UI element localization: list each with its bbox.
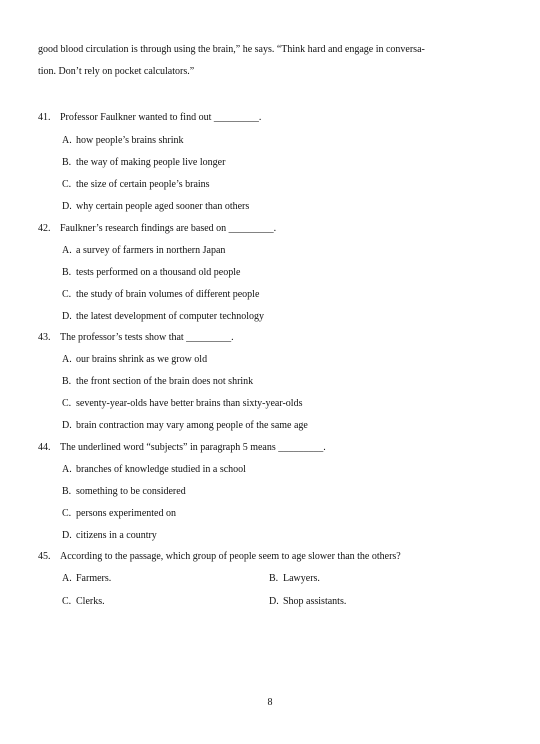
option-text: something to be considered: [76, 486, 186, 497]
option-letter: B.: [62, 376, 72, 387]
q43-option-d[interactable]: [62, 420, 308, 432]
q42-option-d[interactable]: [62, 311, 264, 323]
passage-line-1: good blood circulation is through using the brain,” he says. “Think hard and engage in conversa-: [38, 44, 425, 55]
option-text: a survey of farmers in northern Japan: [76, 245, 226, 256]
q43-option-c[interactable]: [62, 398, 302, 410]
option-letter: D.: [62, 530, 72, 541]
option-text: the size of certain people’s brains: [76, 179, 210, 190]
option-letter: C.: [62, 398, 72, 409]
option-text: branches of knowledge studied in a school: [76, 464, 246, 475]
option-letter: B.: [62, 486, 72, 497]
option-letter: D.: [269, 596, 279, 607]
q42-option-b[interactable]: [62, 267, 240, 279]
q44-option-a[interactable]: [62, 464, 246, 476]
option-text: persons experimented on: [76, 508, 176, 519]
option-letter: A.: [62, 245, 72, 256]
option-letter: A.: [62, 464, 72, 475]
option-text: the way of making people live longer: [76, 157, 226, 168]
option-letter: A.: [62, 354, 72, 365]
option-text: the front section of the brain does not shrink: [76, 376, 254, 387]
option-letter: D.: [62, 311, 72, 322]
page-number: 8: [267, 697, 273, 708]
option-letter: D.: [62, 201, 72, 212]
q41-option-d[interactable]: [62, 201, 249, 213]
option-text: the study of brain volumes of different people: [76, 289, 260, 300]
q43-option-a[interactable]: [62, 354, 207, 366]
q41-option-a[interactable]: [62, 135, 184, 147]
option-letter: C.: [62, 179, 72, 190]
question-43-stem: [38, 332, 234, 344]
q44-option-c[interactable]: [62, 508, 176, 520]
question-text: Professor Faulkner wanted to find out _________.: [60, 112, 262, 123]
question-number: 44.: [38, 442, 51, 453]
option-text: brain contraction may vary among people of the same age: [76, 420, 308, 431]
q44-option-b[interactable]: [62, 486, 186, 498]
option-letter: C.: [62, 508, 72, 519]
q45-option-a[interactable]: [62, 573, 111, 585]
q44-option-d[interactable]: [62, 530, 157, 542]
option-letter: B.: [62, 267, 72, 278]
question-text: The underlined word “subjects” in paragraph 5 means _________.: [60, 442, 326, 453]
question-42-stem: [38, 223, 276, 235]
option-letter: D.: [62, 420, 72, 431]
question-number: 43.: [38, 332, 51, 343]
question-44-stem: [38, 442, 326, 454]
option-text: Lawyers.: [283, 573, 320, 584]
option-text: Clerks.: [76, 596, 105, 607]
q45-option-d[interactable]: [269, 596, 346, 608]
option-text: why certain people aged sooner than others: [76, 201, 250, 212]
question-text: The professor’s tests show that _________.: [60, 332, 234, 343]
question-number: 41.: [38, 112, 51, 123]
q42-option-a[interactable]: [62, 245, 225, 257]
question-45-stem: [38, 551, 401, 563]
question-41-stem: [38, 112, 261, 124]
q42-option-c[interactable]: [62, 289, 259, 301]
option-letter: C.: [62, 596, 72, 607]
question-text: According to the passage, which group of people seem to age slower than the others?: [60, 551, 401, 562]
option-letter: B.: [269, 573, 279, 584]
q45-option-c[interactable]: [62, 596, 105, 608]
option-text: the latest development of computer technology: [76, 311, 264, 322]
option-letter: A.: [62, 135, 72, 146]
q45-option-b[interactable]: [269, 573, 320, 585]
option-text: tests performed on a thousand old people: [76, 267, 241, 278]
option-letter: A.: [62, 573, 72, 584]
question-number: 45.: [38, 551, 51, 562]
q43-option-b[interactable]: [62, 376, 253, 388]
option-text: Shop assistants.: [283, 596, 347, 607]
q41-option-c[interactable]: [62, 179, 210, 191]
option-letter: C.: [62, 289, 72, 300]
option-text: our brains shrink as we grow old: [76, 354, 208, 365]
option-text: Farmers.: [76, 573, 112, 584]
question-number: 42.: [38, 223, 51, 234]
passage-line-2: tion. Don’t rely on pocket calculators.”: [38, 66, 195, 77]
q41-option-b[interactable]: [62, 157, 225, 169]
option-text: citizens in a country: [76, 530, 157, 541]
question-text: Faulkner’s research findings are based on _________.: [60, 223, 277, 234]
option-text: seventy-year-olds have better brains than sixty-year-olds: [76, 398, 303, 409]
option-text: how people’s brains shrink: [76, 135, 184, 146]
option-letter: B.: [62, 157, 72, 168]
